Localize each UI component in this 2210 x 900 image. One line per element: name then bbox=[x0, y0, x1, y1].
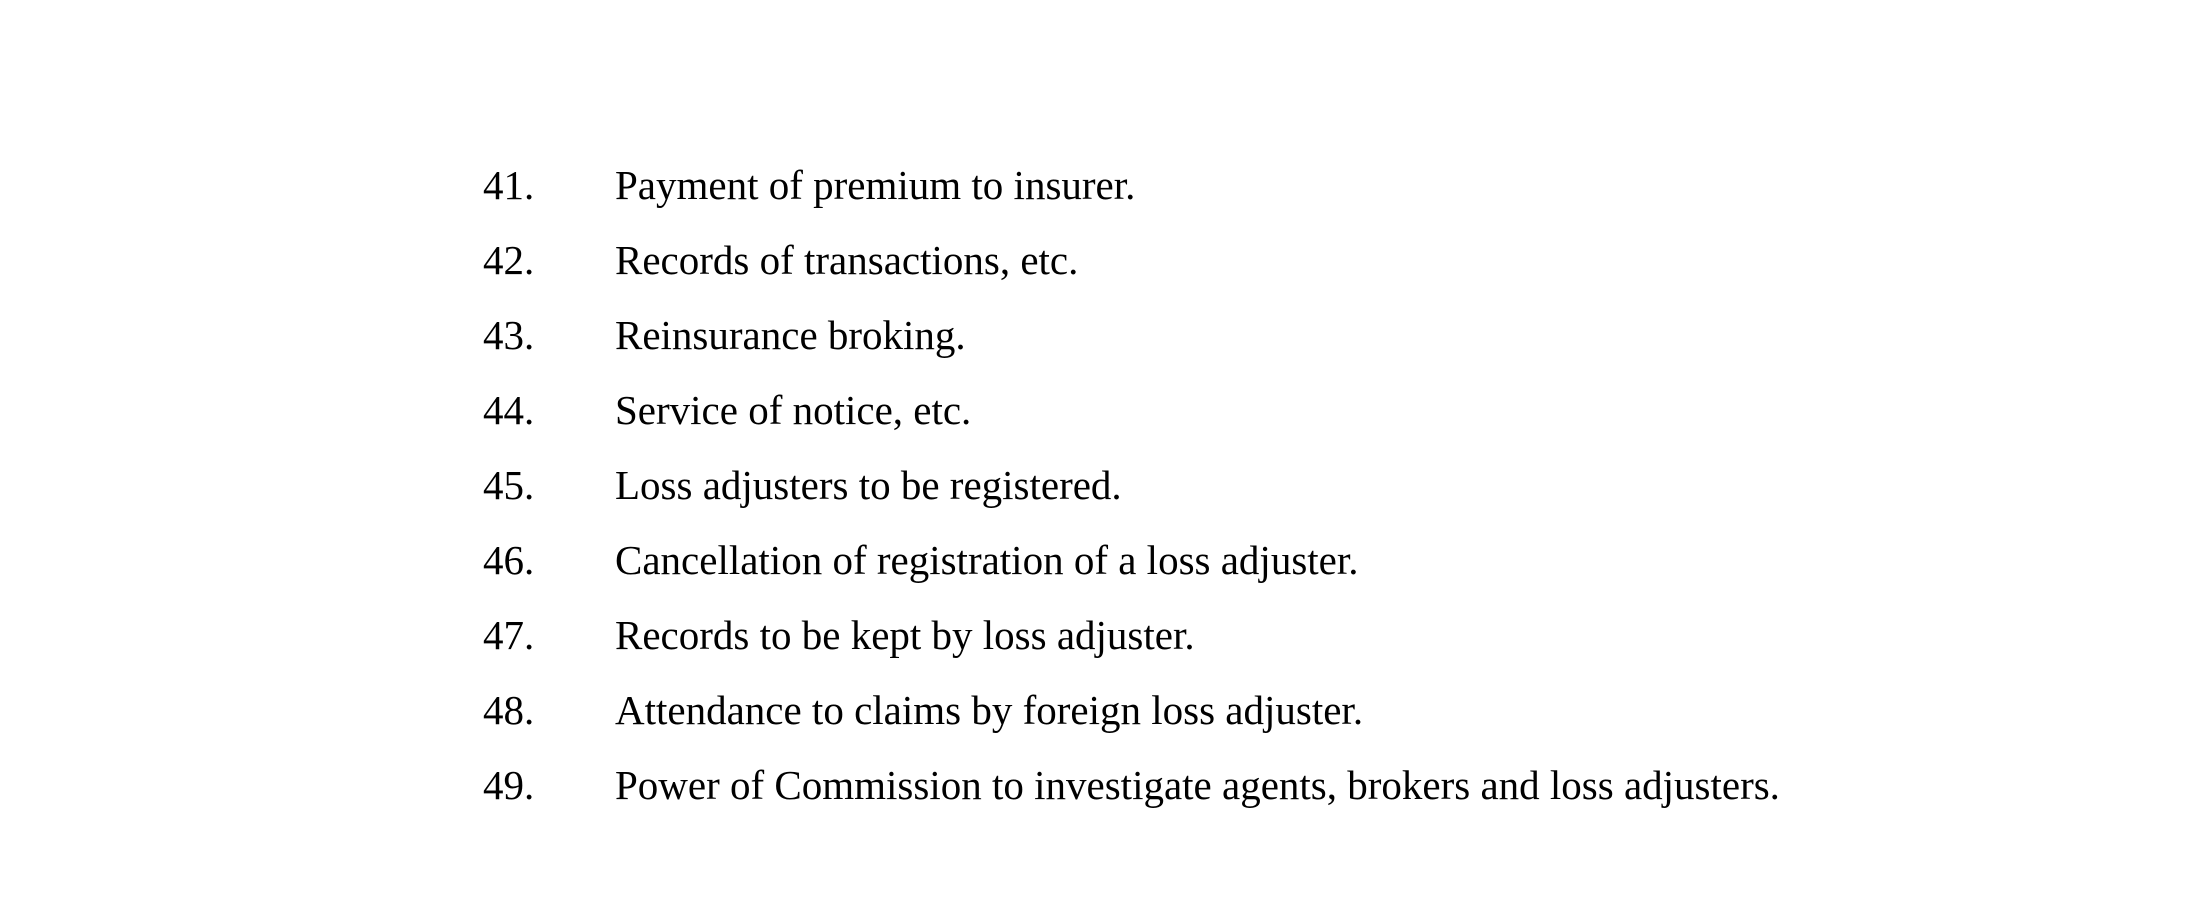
section-title: Records to be kept by loss adjuster. bbox=[615, 612, 1195, 658]
section-item bbox=[483, 310, 1780, 385]
section-number: 49. bbox=[483, 762, 535, 808]
section-title: Payment of premium to insurer. bbox=[615, 162, 1136, 208]
section-item bbox=[483, 535, 1780, 610]
section-title: Reinsurance broking. bbox=[615, 312, 966, 358]
section-number: 46. bbox=[483, 537, 535, 583]
section-title: Service of notice, etc. bbox=[615, 387, 972, 433]
section-item bbox=[483, 610, 1780, 685]
section-title: Cancellation of registration of a loss adjuster. bbox=[615, 537, 1359, 583]
section-number: 48. bbox=[483, 687, 535, 733]
section-number: 45. bbox=[483, 462, 535, 508]
section-item bbox=[483, 385, 1780, 460]
section-item bbox=[483, 460, 1780, 535]
section-number: 44. bbox=[483, 387, 535, 433]
section-title: Attendance to claims by foreign loss adjuster. bbox=[615, 687, 1364, 733]
section-title: Loss adjusters to be registered. bbox=[615, 462, 1122, 508]
section-number: 43. bbox=[483, 312, 535, 358]
section-number: 41. bbox=[483, 162, 535, 208]
section-number: 47. bbox=[483, 612, 535, 658]
section-list bbox=[483, 160, 1780, 835]
section-item bbox=[483, 685, 1780, 760]
section-number: 42. bbox=[483, 237, 535, 283]
section-title: Power of Commission to investigate agents, brokers and loss adjusters. bbox=[615, 762, 1780, 808]
section-item bbox=[483, 235, 1780, 310]
section-item bbox=[483, 760, 1780, 835]
section-title: Records of transactions, etc. bbox=[615, 237, 1079, 283]
section-item bbox=[483, 160, 1780, 235]
